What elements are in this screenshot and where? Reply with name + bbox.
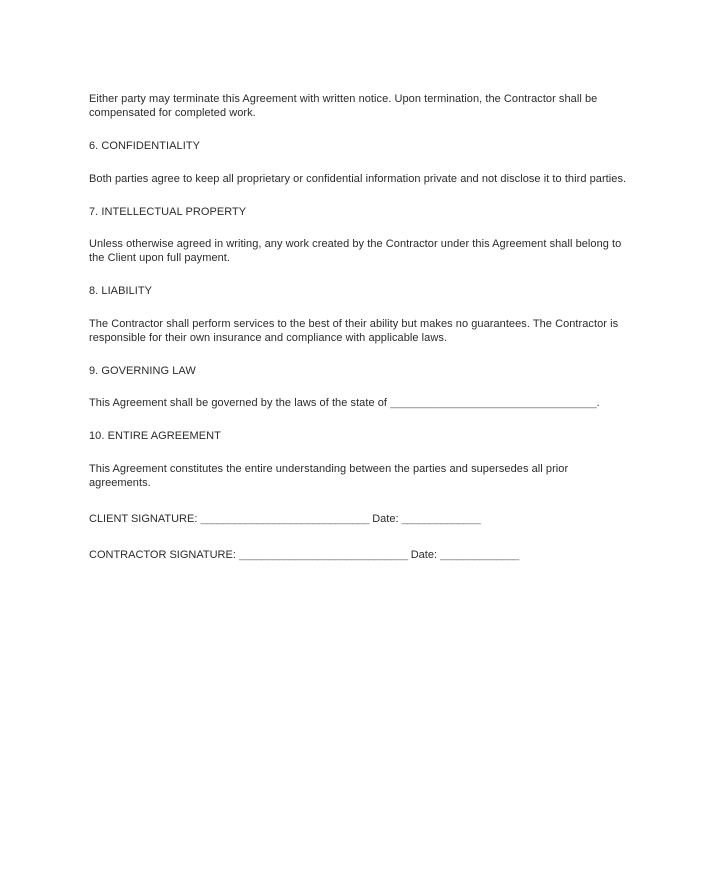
contractor-signature-blank[interactable]: ______________________________ <box>238 549 408 562</box>
document-body <box>89 92 629 562</box>
spacer <box>89 186 629 205</box>
section-7-body: Unless otherwise agreed in writing, any work created by the Contractor under this Agreement shall belong to the Client upon full payment. <box>89 238 622 265</box>
client-signature-row <box>89 512 629 526</box>
contractor-date-label: Date: <box>410 549 437 562</box>
contractor-signature-row <box>89 548 629 562</box>
section-6-heading: 6. CONFIDENTIALITY <box>89 140 201 153</box>
spacer <box>89 490 629 512</box>
spacer <box>89 345 629 364</box>
contractor-date-blank[interactable]: ______________ <box>440 549 519 562</box>
spacer <box>89 120 629 139</box>
section-9-text-after: . <box>596 397 600 410</box>
client-signature-blank[interactable]: ______________________________ <box>200 513 370 526</box>
governing-law-state-blank[interactable]: ___________________________________ <box>390 397 597 410</box>
spacer <box>89 410 629 429</box>
spacer <box>89 444 629 462</box>
section-8-body: The Contractor shall perform services to the best of their ability but makes no guarantees. The Contractor is responsible for their own insurance and compliance with applicable laws. <box>89 317 619 344</box>
spacer <box>89 265 629 284</box>
spacer <box>89 526 629 548</box>
section-8-heading: 8. LIABILITY <box>89 285 153 298</box>
spacer <box>89 299 629 317</box>
section-6-body: Both parties agree to keep all proprietary or confidential information private and not disclose it to third parties. <box>89 172 627 185</box>
spacer <box>89 219 629 237</box>
section-7-heading: 7. INTELLECTUAL PROPERTY <box>89 205 247 218</box>
termination-paragraph: Either party may terminate this Agreement with written notice. Upon termination, the Contractor shall be compensated for completed work. <box>89 93 598 120</box>
spacer <box>89 154 629 172</box>
section-9-heading: 9. GOVERNING LAW <box>89 365 196 378</box>
client-date-label: Date: <box>372 513 399 526</box>
contractor-signature-label: CONTRACTOR SIGNATURE: <box>89 549 236 562</box>
section-10-body: This Agreement constitutes the entire understanding between the parties and supersedes all prior agreements. <box>89 462 569 489</box>
client-signature-label: CLIENT SIGNATURE: <box>89 513 198 526</box>
client-date-blank[interactable]: ______________ <box>401 513 481 526</box>
section-9-body <box>89 396 629 410</box>
section-10-heading: 10. ENTIRE AGREEMENT <box>89 430 221 443</box>
spacer <box>89 378 629 396</box>
section-9-text-before: This Agreement shall be governed by the laws of the state of <box>89 397 391 410</box>
